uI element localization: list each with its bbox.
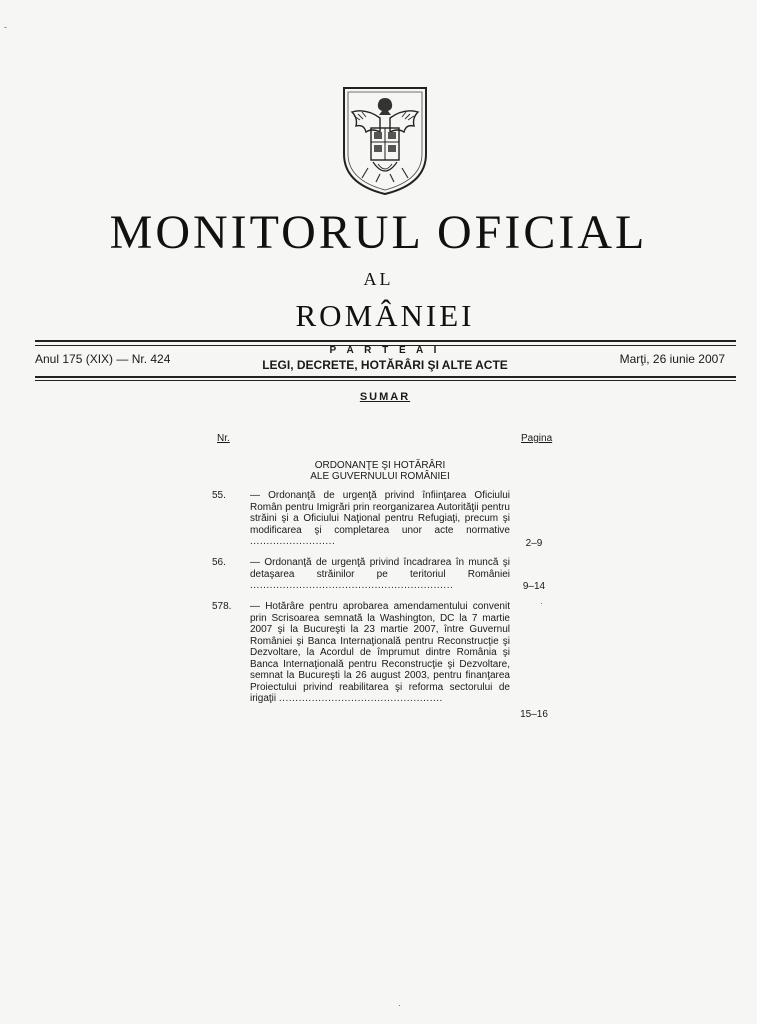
divider-rule [35, 376, 736, 378]
coat-of-arms-icon [340, 84, 430, 196]
scan-speck: · [398, 1000, 401, 1010]
section-title [250, 460, 510, 482]
issue-date: Marţi, 26 iunie 2007 [619, 352, 725, 366]
summary-heading: SUMAR [359, 391, 411, 403]
entry-pages: 2–9 [525, 538, 543, 549]
entry-description: — Ordonanţă de urgenţă privind înfiinţarea Oficiului Român pentru Imigrări prin reorganizarea Autorităţii pentru străini şi a Oficiului Naţional pentru Refugiaţi, precum şi modificarea şi completarea unor acte normative .......................... [250, 490, 510, 547]
issue-part: P A R T E A I [329, 345, 441, 356]
entry-pages: 9–14 [522, 581, 546, 592]
column-header-page: Pagina [521, 433, 553, 444]
masthead-preposition: AL [363, 269, 394, 289]
section-title-line: ALE GUVERNULUI ROMÂNIEI [310, 471, 450, 482]
issue-volume: Anul 175 (XIX) — Nr. 424 [35, 352, 171, 366]
entry-number: 55. [212, 490, 226, 501]
scan-speck: · [540, 598, 543, 608]
divider-rule [35, 380, 736, 381]
column-header-number: Nr. [217, 433, 230, 444]
page-margin [757, 0, 768, 1024]
scan-speck: - [4, 22, 7, 32]
masthead-country: ROMÂNIEI [295, 298, 475, 333]
entry-description: — Hotărâre pentru aprobarea amendamentului convenit prin Scrisoarea semnată la Washington, DC la 7 martie 2007 şi la Bucureşti la 23 martie 2007, între Guvernul României şi Banca Internaţională pentru Reconstrucţie şi Dezvoltare, la Acordul de împrumut dintre România şi Banca Internaţională pentru Reconstrucţie şi Dezvoltare, semnat la Bucureşti la 26 august 2003, pentru finanţarea Proiectului privind reabilitarea şi reforma sectorului de irigaţii .................................................. [250, 601, 510, 704]
divider-rule [35, 340, 736, 342]
masthead-title: MONITORUL OFICIAL [109, 206, 648, 259]
section-title-line: ORDONANŢE ŞI HOTĂRÂRI [314, 460, 446, 471]
entry-number: 56. [212, 557, 226, 568]
entry-number: 578. [212, 601, 232, 612]
entry-pages: 15–16 [520, 709, 548, 720]
issue-series-title: LEGI, DECRETE, HOTĂRÂRI ŞI ALTE ACTE [262, 358, 508, 372]
entry-description: — Ordonanţă de urgenţă privind încadrarea în muncă şi detaşarea străinilor pe teritoriul României .............................................................. [250, 557, 510, 591]
